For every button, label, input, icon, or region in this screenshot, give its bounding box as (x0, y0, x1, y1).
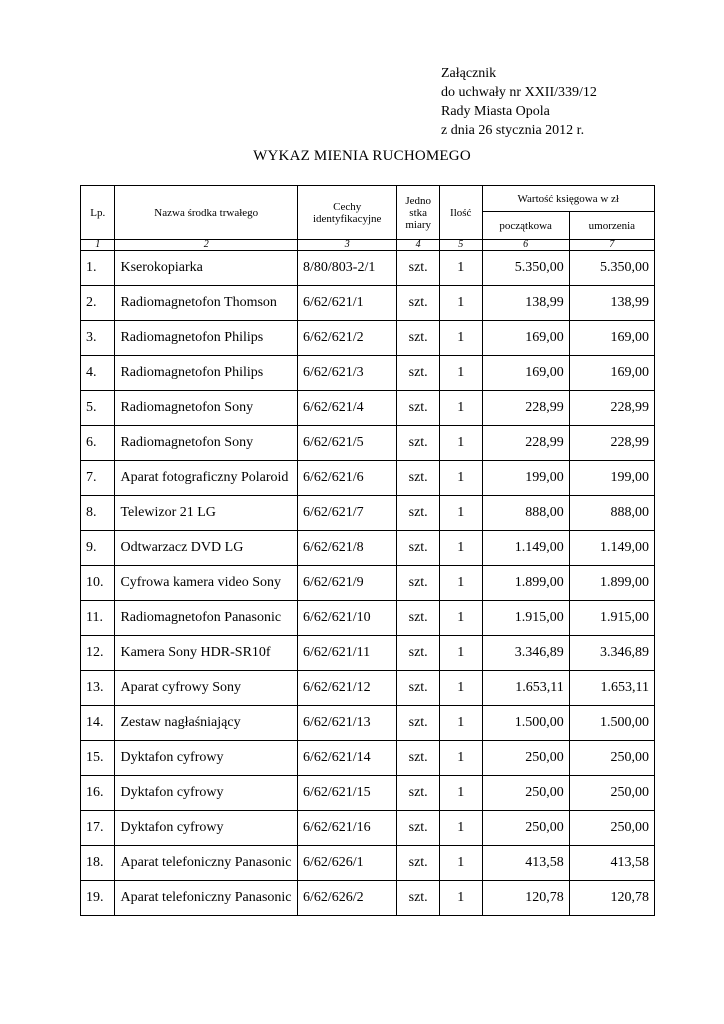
initial-value: 1.500,00 (482, 706, 569, 741)
asset-name: Aparat telefoniczny Panasonic (115, 846, 298, 881)
asset-name: Dyktafon cyfrowy (115, 741, 298, 776)
table-row (81, 566, 655, 601)
unit-of-measure: szt. (397, 776, 440, 811)
quantity: 1 (439, 566, 482, 601)
asset-name: Aparat cyfrowy Sony (115, 671, 298, 706)
asset-id: 6/62/621/15 (298, 776, 397, 811)
quantity: 1 (439, 636, 482, 671)
table-row (81, 531, 655, 566)
row-number: 14. (81, 706, 115, 741)
depreciation-value: 120,78 (569, 881, 654, 916)
asset-id: 6/62/621/8 (298, 531, 397, 566)
header-unit: Jedno stka miary (397, 186, 440, 240)
asset-id: 6/62/621/9 (298, 566, 397, 601)
table-body (81, 251, 655, 916)
asset-id: 6/62/621/10 (298, 601, 397, 636)
quantity: 1 (439, 356, 482, 391)
initial-value: 1.149,00 (482, 531, 569, 566)
quantity: 1 (439, 776, 482, 811)
asset-name: Cyfrowa kamera video Sony (115, 566, 298, 601)
asset-name: Dyktafon cyfrowy (115, 776, 298, 811)
quantity: 1 (439, 846, 482, 881)
asset-name: Radiomagnetofon Sony (115, 426, 298, 461)
depreciation-value: 413,58 (569, 846, 654, 881)
initial-value: 250,00 (482, 741, 569, 776)
asset-id: 6/62/621/13 (298, 706, 397, 741)
unit-of-measure: szt. (397, 601, 440, 636)
resolution-date: z dnia 26 stycznia 2012 r. (441, 123, 585, 138)
row-number: 4. (81, 356, 115, 391)
unit-of-measure: szt. (397, 881, 440, 916)
quantity: 1 (439, 461, 482, 496)
column-number: 2 (115, 240, 298, 251)
quantity: 1 (439, 496, 482, 531)
table-row (81, 321, 655, 356)
row-number: 6. (81, 426, 115, 461)
row-number: 18. (81, 846, 115, 881)
attachment-label: Załącznik (441, 66, 497, 81)
depreciation-value: 228,99 (569, 426, 654, 461)
unit-of-measure: szt. (397, 671, 440, 706)
row-number: 13. (81, 671, 115, 706)
quantity: 1 (439, 881, 482, 916)
row-number: 15. (81, 741, 115, 776)
initial-value: 199,00 (482, 461, 569, 496)
asset-name: Telewizor 21 LG (115, 496, 298, 531)
table-row (81, 671, 655, 706)
quantity: 1 (439, 426, 482, 461)
header-features: Cechy identyfikacyjne (298, 186, 397, 240)
depreciation-value: 1.899,00 (569, 566, 654, 601)
quantity: 1 (439, 601, 482, 636)
header-book-value: Wartość księgowa w zł (482, 186, 654, 212)
initial-value: 250,00 (482, 776, 569, 811)
quantity: 1 (439, 286, 482, 321)
row-number: 7. (81, 461, 115, 496)
column-numbers-row (81, 240, 655, 251)
row-number: 8. (81, 496, 115, 531)
row-number: 5. (81, 391, 115, 426)
asset-name: Radiomagnetofon Philips (115, 321, 298, 356)
asset-name: Aparat telefoniczny Panasonic (115, 881, 298, 916)
unit-of-measure: szt. (397, 846, 440, 881)
table-row (81, 251, 655, 286)
asset-id: 6/62/621/12 (298, 671, 397, 706)
depreciation-value: 138,99 (569, 286, 654, 321)
table-row (81, 286, 655, 321)
asset-id: 6/62/621/5 (298, 426, 397, 461)
initial-value: 413,58 (482, 846, 569, 881)
asset-id: 6/62/621/14 (298, 741, 397, 776)
table-row (81, 881, 655, 916)
depreciation-value: 169,00 (569, 356, 654, 391)
depreciation-value: 1.915,00 (569, 601, 654, 636)
table-row (81, 811, 655, 846)
quantity: 1 (439, 251, 482, 286)
initial-value: 5.350,00 (482, 251, 569, 286)
initial-value: 888,00 (482, 496, 569, 531)
depreciation-value: 250,00 (569, 741, 654, 776)
table-row (81, 636, 655, 671)
unit-of-measure: szt. (397, 461, 440, 496)
asset-id: 6/62/626/2 (298, 881, 397, 916)
initial-value: 250,00 (482, 811, 569, 846)
unit-of-measure: szt. (397, 566, 440, 601)
asset-id: 6/62/621/6 (298, 461, 397, 496)
row-number: 19. (81, 881, 115, 916)
unit-of-measure: szt. (397, 321, 440, 356)
asset-id: 6/62/621/7 (298, 496, 397, 531)
column-number: 7 (569, 240, 654, 251)
quantity: 1 (439, 741, 482, 776)
row-number: 9. (81, 531, 115, 566)
unit-of-measure: szt. (397, 356, 440, 391)
asset-id: 6/62/626/1 (298, 846, 397, 881)
depreciation-value: 250,00 (569, 811, 654, 846)
column-number: 4 (397, 240, 440, 251)
initial-value: 228,99 (482, 426, 569, 461)
depreciation-value: 5.350,00 (569, 251, 654, 286)
column-number: 1 (81, 240, 115, 251)
asset-name: Kamera Sony HDR-SR10f (115, 636, 298, 671)
asset-id: 6/62/621/2 (298, 321, 397, 356)
depreciation-value: 888,00 (569, 496, 654, 531)
initial-value: 169,00 (482, 356, 569, 391)
depreciation-value: 169,00 (569, 321, 654, 356)
quantity: 1 (439, 531, 482, 566)
asset-name: Radiomagnetofon Thomson (115, 286, 298, 321)
row-number: 1. (81, 251, 115, 286)
unit-of-measure: szt. (397, 531, 440, 566)
table-row (81, 391, 655, 426)
initial-value: 120,78 (482, 881, 569, 916)
header-name: Nazwa środka trwałego (115, 186, 298, 240)
initial-value: 1.915,00 (482, 601, 569, 636)
quantity: 1 (439, 706, 482, 741)
quantity: 1 (439, 671, 482, 706)
table-row (81, 846, 655, 881)
initial-value: 3.346,89 (482, 636, 569, 671)
table-row (81, 356, 655, 391)
depreciation-value: 228,99 (569, 391, 654, 426)
unit-of-measure: szt. (397, 286, 440, 321)
depreciation-value: 1.149,00 (569, 531, 654, 566)
page-title: WYKAZ MIENIA RUCHOMEGO (253, 148, 471, 164)
asset-name: Aparat fotograficzny Polaroid (115, 461, 298, 496)
assets-table (80, 185, 655, 916)
depreciation-value: 1.500,00 (569, 706, 654, 741)
table-row (81, 706, 655, 741)
row-number: 3. (81, 321, 115, 356)
row-number: 2. (81, 286, 115, 321)
row-number: 16. (81, 776, 115, 811)
unit-of-measure: szt. (397, 636, 440, 671)
depreciation-value: 1.653,11 (569, 671, 654, 706)
resolution-number: do uchwały nr XXII/339/12 (441, 85, 597, 100)
asset-id: 6/62/621/3 (298, 356, 397, 391)
table-row (81, 461, 655, 496)
resolution-reference (441, 64, 597, 140)
asset-name: Radiomagnetofon Philips (115, 356, 298, 391)
asset-name: Radiomagnetofon Sony (115, 391, 298, 426)
quantity: 1 (439, 321, 482, 356)
asset-name: Dyktafon cyfrowy (115, 811, 298, 846)
asset-id: 6/62/621/1 (298, 286, 397, 321)
depreciation-value: 199,00 (569, 461, 654, 496)
row-number: 17. (81, 811, 115, 846)
asset-id: 6/62/621/11 (298, 636, 397, 671)
unit-of-measure: szt. (397, 706, 440, 741)
table-row (81, 741, 655, 776)
initial-value: 169,00 (482, 321, 569, 356)
asset-name: Radiomagnetofon Panasonic (115, 601, 298, 636)
column-number: 6 (482, 240, 569, 251)
council-name: Rady Miasta Opola (441, 104, 550, 119)
column-number: 5 (439, 240, 482, 251)
row-number: 10. (81, 566, 115, 601)
table-row (81, 601, 655, 636)
asset-name: Kserokopiarka (115, 251, 298, 286)
depreciation-value: 3.346,89 (569, 636, 654, 671)
unit-of-measure: szt. (397, 426, 440, 461)
unit-of-measure: szt. (397, 496, 440, 531)
depreciation-value: 250,00 (569, 776, 654, 811)
table-row (81, 426, 655, 461)
header-qty: Ilość (439, 186, 482, 240)
unit-of-measure: szt. (397, 741, 440, 776)
asset-name: Zestaw nagłaśniający (115, 706, 298, 741)
initial-value: 138,99 (482, 286, 569, 321)
asset-id: 6/62/621/4 (298, 391, 397, 426)
row-number: 12. (81, 636, 115, 671)
table-row (81, 776, 655, 811)
row-number: 11. (81, 601, 115, 636)
initial-value: 1.899,00 (482, 566, 569, 601)
column-number: 3 (298, 240, 397, 251)
asset-id: 8/80/803-2/1 (298, 251, 397, 286)
initial-value: 228,99 (482, 391, 569, 426)
initial-value: 1.653,11 (482, 671, 569, 706)
table-row (81, 496, 655, 531)
unit-of-measure: szt. (397, 811, 440, 846)
unit-of-measure: szt. (397, 251, 440, 286)
header-initial: początkowa (482, 212, 569, 240)
asset-name: Odtwarzacz DVD LG (115, 531, 298, 566)
quantity: 1 (439, 391, 482, 426)
header-lp: Lp. (81, 186, 115, 240)
asset-id: 6/62/621/16 (298, 811, 397, 846)
header-depreciation: umorzenia (569, 212, 654, 240)
quantity: 1 (439, 811, 482, 846)
unit-of-measure: szt. (397, 391, 440, 426)
